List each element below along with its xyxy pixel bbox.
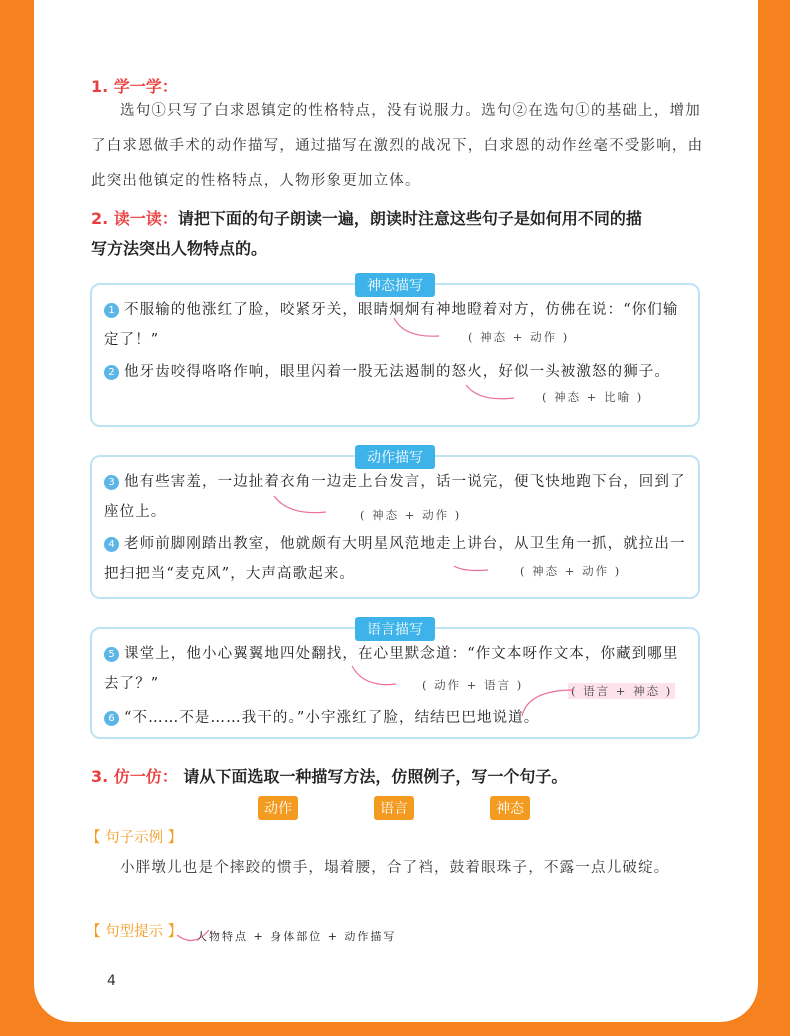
tag-expression: 神态描写 (355, 273, 435, 297)
number-badge-6: 6 (104, 711, 119, 726)
section-3-intro: 请从下面选取一种描写方法，仿照例子，写一个句子。 (183, 767, 568, 786)
example-4-text: 老师前脚刚踏出教室，他就颇有大明星风范地走上讲台，从卫生角一抓，就拉出一把扫把当“麦克风”，大声高歌起来。 (104, 536, 686, 582)
arrow-6 (522, 690, 574, 716)
example-6-note: ( 语言 + 神态 ) (568, 683, 675, 699)
section-1-number: 1. (91, 77, 109, 96)
number-badge-4: 4 (104, 537, 119, 552)
page-number: 4 (107, 973, 116, 989)
section-3-number: 3. (91, 767, 109, 786)
tag-action: 动作描写 (355, 445, 435, 469)
method-expression: 神态 (490, 796, 530, 820)
section-1-paragraph: 选句①只写了白求恩镇定的性格特点，没有说服力。选句②在选句①的基础上，增加了白求恩做手术的动作描写，通过描写在激烈的战况下，白求恩的动作丝毫不受影响，由此突出他镇定的性格特点，人物形象更加立体。 (91, 103, 704, 189)
section-2-intro-line1: 请把下面的句子朗读一遍，朗读时注意这些句子是如何用不同的描 (177, 209, 642, 228)
example-1-text: 不服输的他涨红了脸，咬紧牙关，眼睛炯炯有神地瞪着对方，仿佛在说：“你们输定了！” (104, 302, 679, 348)
example-3-note: ( 神态 + 动作 ) (360, 508, 462, 522)
hint-text: 人物特点 + 身体部位 + 动作描写 (196, 930, 397, 943)
arrow-3 (274, 496, 326, 513)
section-3-title: 仿一仿： (113, 767, 178, 786)
example-1-note: ( 神态 + 动作 ) (468, 330, 570, 344)
example-label: 【 句子示例 】 (86, 830, 183, 846)
tag-language: 语言描写 (355, 617, 435, 641)
number-badge-2: 2 (104, 365, 119, 380)
number-badge-1: 1 (104, 303, 119, 318)
method-action: 动作 (258, 796, 298, 820)
example-5-note: ( 动作 + 语言 ) (422, 678, 524, 692)
section-2-title: 读一读： (113, 209, 178, 228)
method-language: 语言 (374, 796, 414, 820)
hint-label: 【 句型提示 】 (86, 924, 183, 940)
section-1-title: 学一学： (113, 77, 178, 96)
number-badge-5: 5 (104, 647, 119, 662)
page (34, 0, 758, 1022)
number-badge-3: 3 (104, 475, 119, 490)
example-2-note: ( 神态 + 比喻 ) (542, 390, 644, 404)
example-6-text: “不……不是……我干的。”小宇涨红了脸，结结巴巴地说道。 (124, 710, 540, 726)
section-3-heading (91, 764, 567, 787)
section-2-intro-line2: 写方法突出人物特点的。 (91, 239, 268, 258)
example-2-text: 他牙齿咬得咯咯作响，眼里闪着一股无法遏制的怒火，好似一头被激怒的狮子。 (124, 364, 670, 380)
arrow-2 (466, 385, 514, 399)
example-5-text: 课堂上，他小心翼翼地四处翻找，在心里默念道：“作文本呀作文本，你藏到哪里去了？” (104, 646, 679, 692)
example-4-note: ( 神态 + 动作 ) (520, 564, 622, 578)
example-3-text: 他有些害羞，一边扯着衣角一边走上台发言，话一说完，便飞快地跑下台，回到了座位上。 (104, 474, 686, 520)
section-2-number: 2. (91, 209, 109, 228)
arrow-4 (454, 566, 488, 571)
arrow-5 (352, 666, 396, 685)
example-sentence: 小胖墩儿也是个摔跤的惯手，塌着腰，合了裆，鼓着眼珠子，不露一点儿破绽。 (120, 860, 670, 876)
arrow-1 (394, 318, 439, 336)
